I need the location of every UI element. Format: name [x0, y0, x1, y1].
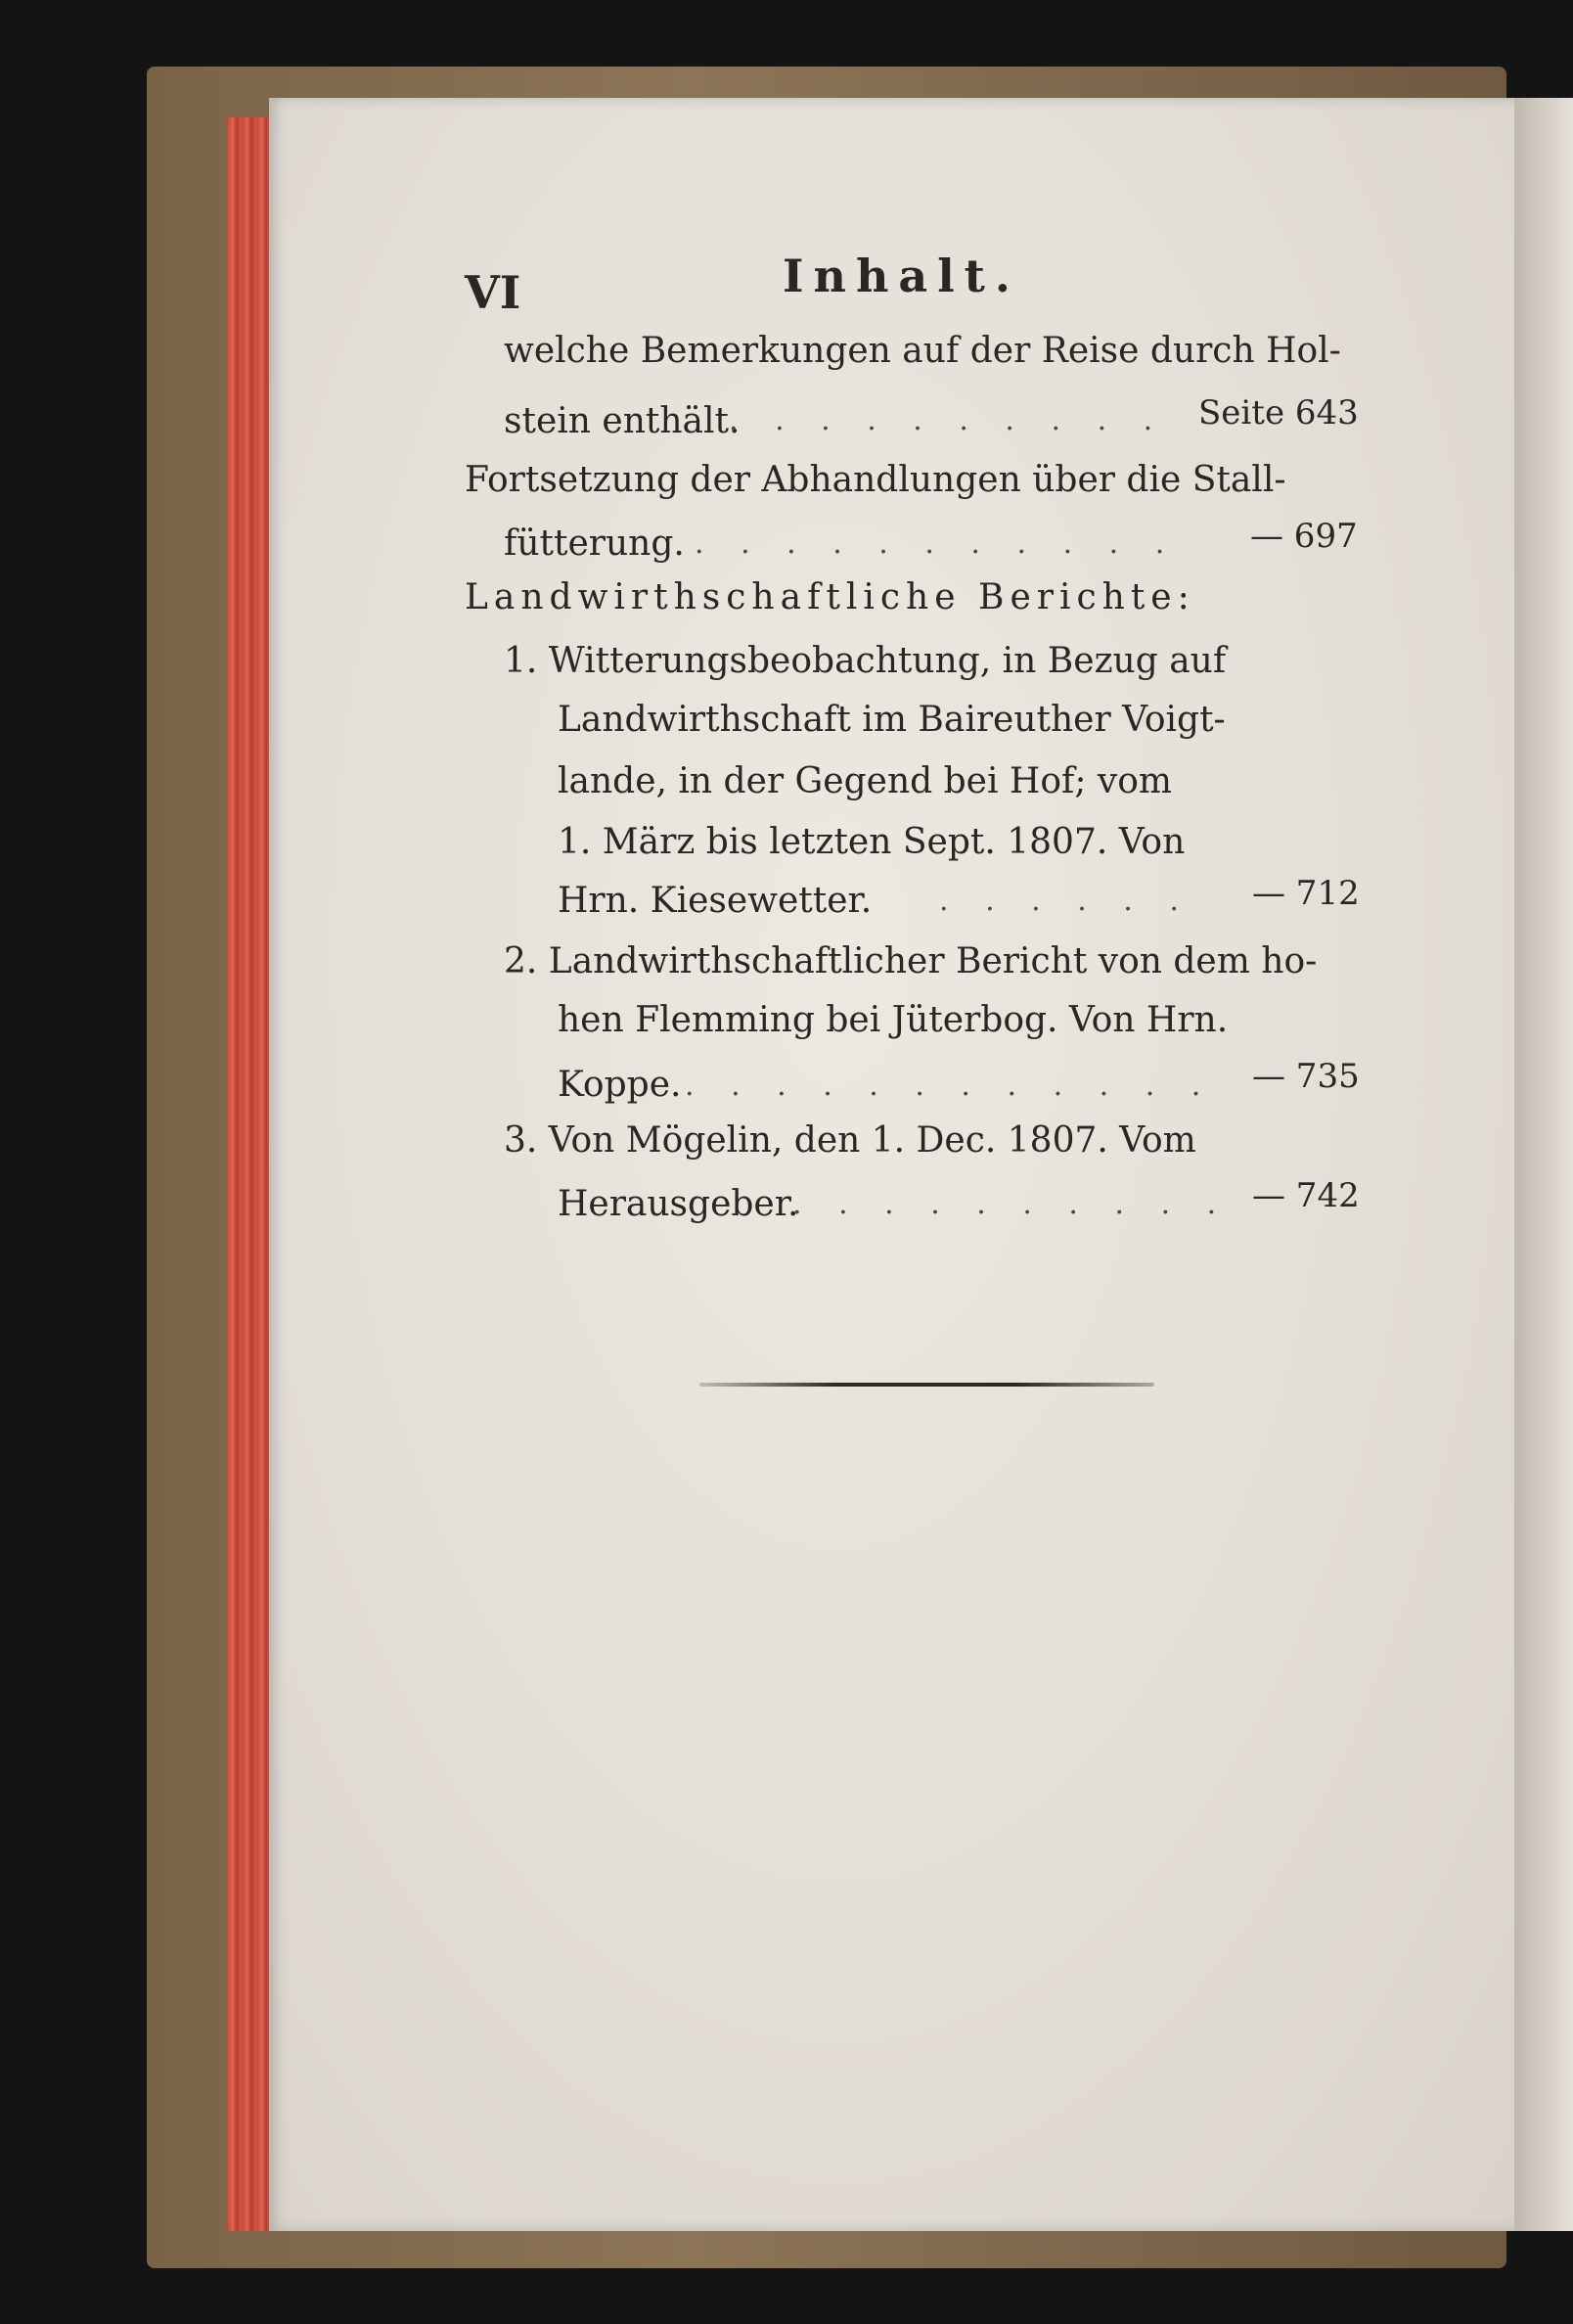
- page-title: Inhalt.: [783, 250, 1020, 302]
- facing-page-edge: [1514, 98, 1573, 2231]
- toc-entry-line: welche Bemerkungen auf der Reise durch Hol-: [504, 331, 1341, 371]
- toc-entry-line: hen Flemming bei Jüterbog. Von Hrn.: [558, 1000, 1229, 1040]
- page-reference: — 735: [1252, 1057, 1360, 1096]
- leader-dots: . . . . . . . . . .: [729, 403, 1167, 437]
- toc-entry-line: Landwirthschaft im Baireuther Voigt-: [558, 700, 1226, 740]
- toc-entry-line: 1. Witterungsbeobachtung, in Bezug auf: [504, 641, 1227, 681]
- toc-entry-line: Fortsetzung der Abhandlungen über die Stall-: [465, 460, 1286, 500]
- toc-entry-line: Hrn. Kiesewetter.: [558, 881, 873, 921]
- toc-entry-line: 2. Landwirthschaftlicher Bericht von dem ho-: [504, 941, 1318, 981]
- leader-dots: . . . . . . . . . .: [792, 1187, 1231, 1221]
- page-reference: Seite 643: [1198, 393, 1359, 433]
- section-divider-rule: [699, 1383, 1154, 1387]
- toc-entry-line: Herausgeber.: [558, 1184, 799, 1224]
- page-number: VI: [465, 266, 521, 319]
- toc-entry-line: fütterung.: [504, 524, 685, 564]
- toc-entry-line: lande, in der Gegend bei Hof; vom: [558, 761, 1173, 801]
- page-reference: — 712: [1252, 874, 1360, 913]
- leader-dots: . . . . . . . . . . .: [695, 526, 1179, 561]
- section-heading: Landwirthschaftliche Berichte:: [465, 577, 1195, 617]
- toc-entry-line: stein enthält.: [504, 401, 741, 441]
- leader-dots: . . . . . .: [939, 884, 1192, 918]
- leader-dots: . . . . . . . . . . . .: [685, 1069, 1215, 1103]
- page-reference: — 742: [1252, 1176, 1360, 1215]
- toc-entry-line: Koppe.: [558, 1065, 682, 1105]
- toc-entry-line: 1. März bis letzten Sept. 1807. Von: [558, 822, 1186, 862]
- toc-entry-line: 3. Von Mögelin, den 1. Dec. 1807. Vom: [504, 1120, 1196, 1161]
- page-reference: — 697: [1250, 517, 1358, 556]
